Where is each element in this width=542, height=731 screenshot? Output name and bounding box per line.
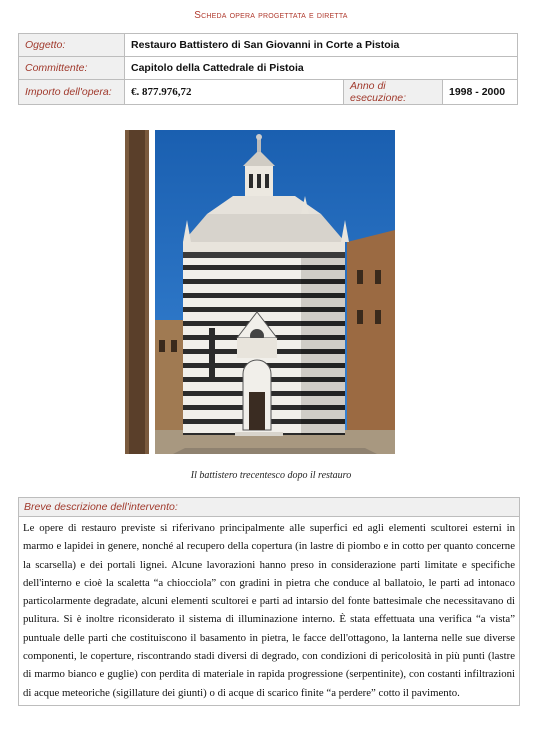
page-header-title: Scheda opera progettata e diretta <box>194 10 348 21</box>
project-info-table <box>18 33 518 105</box>
committente-label: Committente: <box>19 57 125 80</box>
oggetto-label: Oggetto: <box>19 34 125 57</box>
committente-value: Capitolo della Cattedrale di Pistoia <box>125 57 518 80</box>
description-text: Le opere di restauro previste si riferivano principalmente alle superfici ed agli elementi scultorei esterni in marmo e lapidei in genere, nonché al recupero della copertura (in lastre di piombo e in cotto per quanto concerne la scarsella) e dei portali lignei. Alcune lavorazioni hanno preso in considerazione parti limitate e specifiche dell'interno e cioè la scaletta “a chiocciola” con gradini in pietra che conduce al ballatoio, le parti ad intonaco particolarmente degradate, alcuni elementi scultorei e parti ad intarsio del fonte battesimale che necessitavano di pulitura. Si è inoltre riconsiderato il sistema di illuminazione interno. È stata effettuata una verifica “a vista” puntuale delle parti che costituiscono il basamento in pietra, le facce dell'ottagono, la lanterna nelle sue diverse componenti, le coperture, riscontrando stadi diversi di degrado, con condizioni di pericolosità in più punti (lastre di marmo bianco e guglie) con perdita di materiale in rapida progressione (serpentinite), con costanti infiltrazioni di acque meteoriche (sigillature dei giunti) o di acque di scarico finite “a perdere” cotto il pavimento. <box>23 522 515 699</box>
importo-value: €. 877.976,72 <box>125 80 344 105</box>
oggetto-value: Restauro Battistero di San Giovanni in Corte a Pistoia <box>125 34 518 57</box>
description-box <box>18 497 520 706</box>
baptistery-photo <box>125 130 395 454</box>
committente-row <box>19 57 518 80</box>
anno-label: Anno di esecuzione: <box>344 80 443 105</box>
importo-row <box>19 80 518 105</box>
importo-label: Importo dell'opera: <box>19 80 125 105</box>
photo-caption: Il battistero trecentesco dopo il restauro <box>190 470 352 481</box>
oggetto-row <box>19 34 518 57</box>
anno-value: 1998 - 2000 <box>443 80 518 105</box>
description-title: Breve descrizione dell'intervento: <box>19 498 519 517</box>
